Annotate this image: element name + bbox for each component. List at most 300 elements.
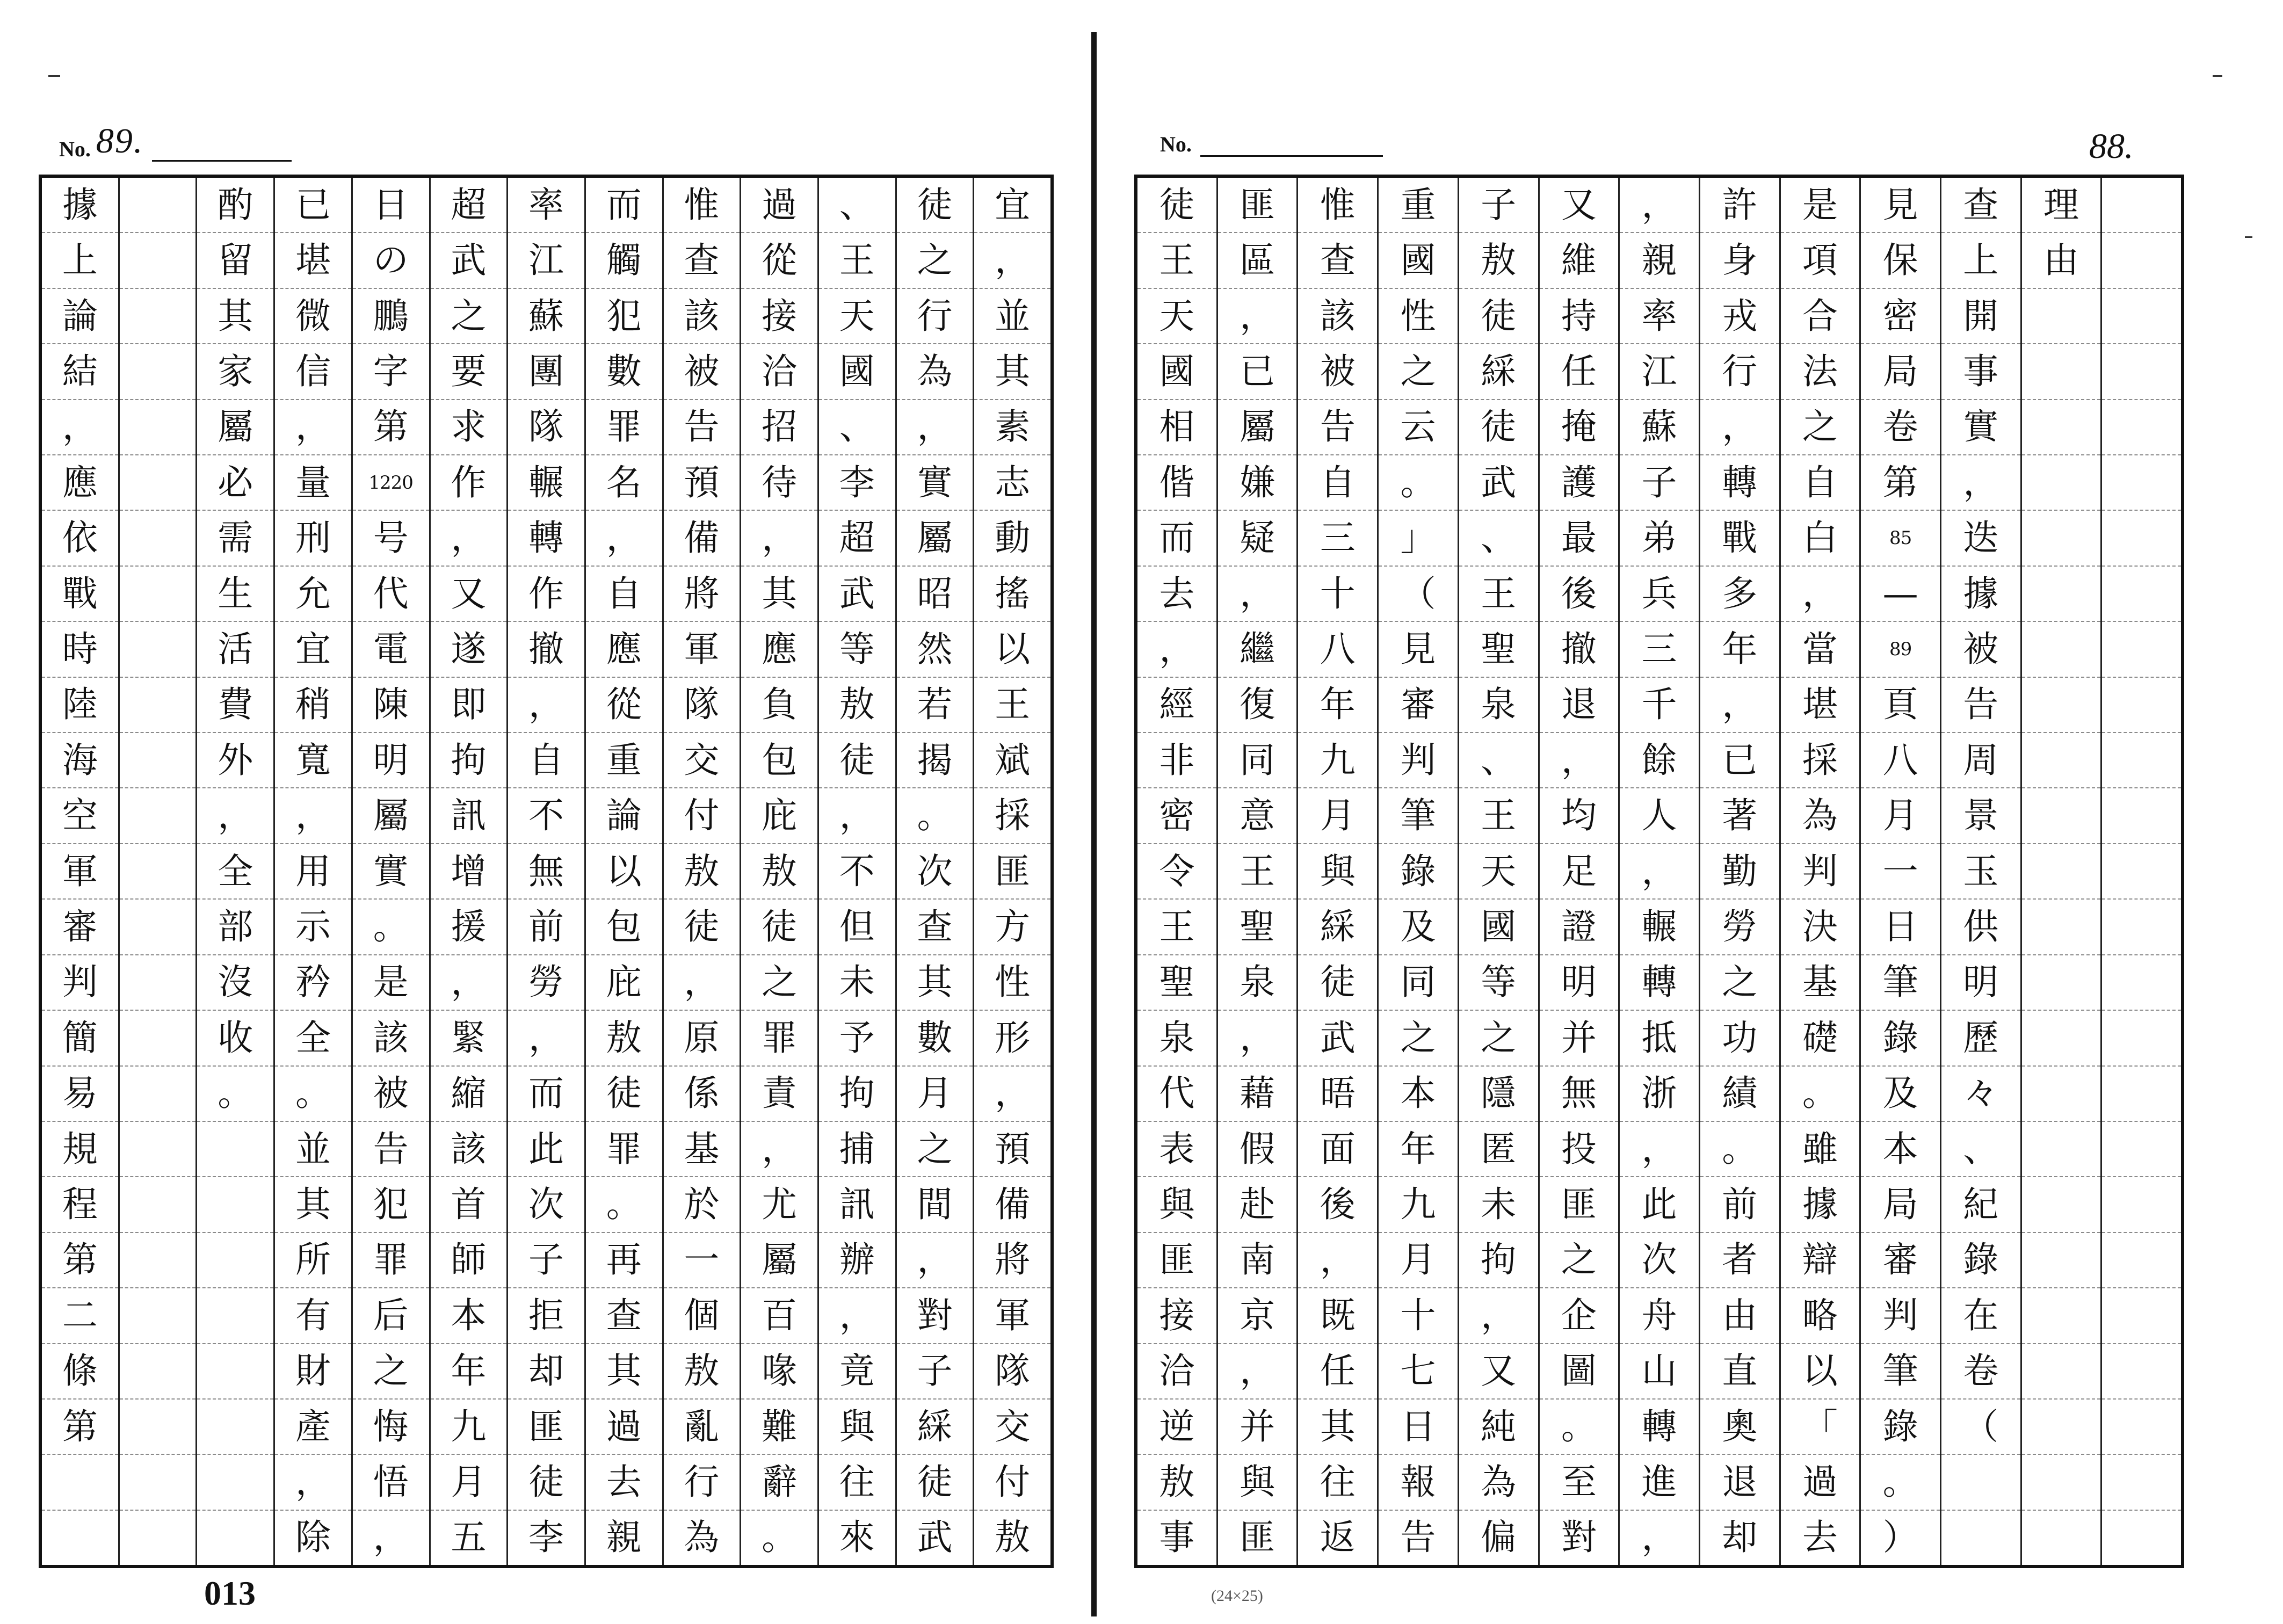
left-page-cell — [120, 900, 196, 955]
left-page-cell: 明 — [353, 733, 429, 788]
right-page-cell: 嫌 — [1218, 455, 1297, 511]
left-page-cell: 並 — [275, 1122, 351, 1177]
right-page-cell: 月 — [1298, 788, 1377, 844]
right-page-cell: 匿 — [1459, 1122, 1538, 1177]
left-page-cell: 依 — [42, 511, 118, 566]
right-page-cell: 敖 — [1459, 233, 1538, 288]
right-page-cell: 撤 — [1540, 622, 1619, 677]
left-page-cell: 要 — [431, 344, 507, 400]
right-page-cell: 白 — [1781, 511, 1860, 566]
left-page-cell: 第 — [42, 1233, 118, 1288]
left-page-cell — [120, 1122, 196, 1177]
left-page-cell — [120, 1455, 196, 1510]
right-page-cell: 辯 — [1781, 1233, 1860, 1288]
right-page-cell: 又 — [1459, 1344, 1538, 1400]
right-page-cell: 王 — [1137, 900, 1216, 955]
left-page-cell: 預 — [974, 1122, 1050, 1177]
right-page-cell: 聖 — [1218, 900, 1297, 955]
left-page-cell: 被 — [664, 344, 740, 400]
right-page-cell: 審 — [1379, 678, 1458, 733]
right-page-cell: ， — [1620, 844, 1699, 900]
right-page-cell: 許 — [1700, 178, 1779, 233]
right-page-cell: 。 — [1540, 1400, 1619, 1455]
right-page-cell: 錄 — [1379, 844, 1458, 900]
right-page-cell: 南 — [1218, 1233, 1297, 1288]
left-page-cell — [120, 1177, 196, 1233]
left-page-cell: 拘 — [819, 1067, 895, 1122]
left-page-cell — [120, 955, 196, 1011]
right-page-cell: 弟 — [1620, 511, 1699, 566]
left-page-cell: 該 — [353, 1011, 429, 1066]
right-page-cell: 泉 — [1218, 955, 1297, 1011]
right-page-cell: 京 — [1218, 1288, 1297, 1344]
right-page-cell — [2022, 1177, 2101, 1233]
right-page-cell: 告 — [1298, 400, 1377, 455]
left-page-cell: 遂 — [431, 622, 507, 677]
right-page-cell: 投 — [1540, 1122, 1619, 1177]
left-page-cell: 數 — [897, 1011, 973, 1066]
right-page-cell: 年 — [1700, 622, 1779, 677]
left-page-cell: 作 — [508, 567, 584, 622]
right-page-cell: 繼 — [1218, 622, 1297, 677]
left-page-cell: 蘇 — [508, 289, 584, 344]
right-page-cell: 及 — [1379, 900, 1458, 955]
right-page-cell: 局 — [1861, 344, 1940, 400]
right-page-column — [1859, 178, 1940, 1565]
right-page-cell: 八 — [1298, 622, 1377, 677]
left-page-cell: 隊 — [508, 400, 584, 455]
left-page-cell: 海 — [42, 733, 118, 788]
left-page-cell: 對 — [897, 1288, 973, 1344]
left-page-cell: 此 — [508, 1122, 584, 1177]
left-page-cell: 示 — [275, 900, 351, 955]
left-page-no-value: 89. — [96, 121, 144, 161]
right-page-cell — [2102, 1400, 2181, 1455]
left-page-cell: 其 — [197, 289, 273, 344]
left-page-cell: 酌 — [197, 178, 273, 233]
left-page-cell: 超 — [431, 178, 507, 233]
left-page-cell: 過 — [586, 1400, 662, 1455]
left-page-cell: 援 — [431, 900, 507, 955]
right-page-cell — [2022, 733, 2101, 788]
right-page-cell: 紀 — [1941, 1177, 2020, 1233]
right-page-cell: 護 — [1540, 455, 1619, 511]
left-page-cell: 屬 — [897, 511, 973, 566]
left-page-no-label: No. — [59, 137, 91, 161]
left-page-cell: 然 — [897, 622, 973, 677]
left-page-cell: 昭 — [897, 567, 973, 622]
left-page-cell: 月 — [897, 1067, 973, 1122]
left-page-cell: 審 — [42, 900, 118, 955]
right-page-cell: 三 — [1298, 511, 1377, 566]
right-page-cell: 泉 — [1137, 1011, 1216, 1066]
left-page-cell: 實 — [897, 455, 973, 511]
right-page-cell — [2022, 1233, 2101, 1288]
left-page-cell: 矜 — [275, 955, 351, 1011]
right-page-cell: 徒 — [1459, 400, 1538, 455]
left-page-cell: 子 — [897, 1344, 973, 1400]
left-page-cell: 留 — [197, 233, 273, 288]
right-page-cell: 年 — [1298, 678, 1377, 733]
left-page-cell — [120, 289, 196, 344]
right-page-cell — [2102, 955, 2181, 1011]
left-page-cell: 一 — [664, 1233, 740, 1288]
right-page-cell: 代 — [1137, 1067, 1216, 1122]
left-page-cell: 產 — [275, 1400, 351, 1455]
right-page-cell: ， — [1781, 567, 1860, 622]
left-page-cell — [120, 455, 196, 511]
right-page-cell — [2102, 233, 2181, 288]
right-page-cell: 、 — [1459, 733, 1538, 788]
left-page-cell: ， — [431, 955, 507, 1011]
left-page-cell — [197, 1344, 273, 1400]
left-page-cell: 天 — [819, 289, 895, 344]
right-page-cell: 維 — [1540, 233, 1619, 288]
left-page-cell: 電 — [353, 622, 429, 677]
right-page-cell: 并 — [1540, 1011, 1619, 1066]
right-page-cell: 江 — [1620, 344, 1699, 400]
right-page-cell: 隱 — [1459, 1067, 1538, 1122]
left-page-cell: ， — [741, 511, 817, 566]
right-page-cell: 法 — [1781, 344, 1860, 400]
left-page-cell: 第 — [353, 400, 429, 455]
right-page-cell: 行 — [1700, 344, 1779, 400]
left-page-cell: 允 — [275, 567, 351, 622]
right-page-cell: 經 — [1137, 678, 1216, 733]
left-page-cell: 性 — [974, 955, 1050, 1011]
right-page-cell: 自 — [1298, 455, 1377, 511]
right-page-cell: 轉 — [1620, 955, 1699, 1011]
left-page-cell: 不 — [819, 844, 895, 900]
left-page-cell — [120, 1344, 196, 1400]
left-page-cell: 採 — [974, 788, 1050, 844]
right-page-cell — [2022, 1400, 2101, 1455]
right-page-cell: 第 — [1861, 455, 1940, 511]
left-page-cell: 待 — [741, 455, 817, 511]
left-page-cell: 間 — [897, 1177, 973, 1233]
left-page-cell: 判 — [42, 955, 118, 1011]
right-page-cell: 復 — [1218, 678, 1297, 733]
right-page-cell — [2102, 1122, 2181, 1177]
left-page-cell: 名 — [586, 455, 662, 511]
left-page-cell: ， — [431, 511, 507, 566]
right-page-cell: 基 — [1781, 955, 1860, 1011]
left-page-cell: 本 — [431, 1288, 507, 1344]
right-page-cell: 性 — [1379, 289, 1458, 344]
left-page-cell: 洽 — [741, 344, 817, 400]
right-page-cell: 。 — [1700, 1122, 1779, 1177]
right-page-cell: 同 — [1218, 733, 1297, 788]
right-page-cell: 九 — [1379, 1177, 1458, 1233]
right-page-cell: 徒 — [1298, 955, 1377, 1011]
right-page-cell: 明 — [1941, 955, 2020, 1011]
left-page-cell: 稍 — [275, 678, 351, 733]
left-page-cell: 犯 — [353, 1177, 429, 1233]
right-page-cell: 七 — [1379, 1344, 1458, 1400]
left-page-cell: 應 — [586, 622, 662, 677]
right-page-cell: 國 — [1379, 233, 1458, 288]
right-page-cell — [2102, 178, 2181, 233]
left-page-cell: 敖 — [741, 844, 817, 900]
left-page-cell: 李 — [528, 1517, 564, 1558]
right-page-cell: 面 — [1298, 1122, 1377, 1177]
left-page-cell: 。 — [897, 788, 973, 844]
left-page-cell: 罪 — [741, 1011, 817, 1066]
left-page-cell: 戰 — [42, 567, 118, 622]
right-page-cell: 判 — [1861, 1288, 1940, 1344]
scan-speck — [2213, 75, 2222, 77]
left-page-cell: 屬 — [741, 1233, 817, 1288]
right-page-cell: 、 — [1459, 511, 1538, 566]
right-page-cell: 由 — [1700, 1288, 1779, 1344]
right-page-cell: 之 — [1540, 1233, 1619, 1288]
right-page-cell: 功 — [1700, 1011, 1779, 1066]
left-page-cell: 交 — [974, 1400, 1050, 1455]
right-page-cell: 前 — [1700, 1177, 1779, 1233]
right-page-cell: 圖 — [1540, 1344, 1619, 1400]
left-page-cell: 犯 — [586, 289, 662, 344]
left-page-cell: 全 — [275, 1011, 351, 1066]
right-page-cell: 退 — [1540, 678, 1619, 733]
right-page-cell: 85 — [1861, 511, 1940, 566]
right-page-cell: 卷 — [1861, 400, 1940, 455]
right-page-cell: 却 — [1722, 1517, 1758, 1558]
left-page-cell: 拒 — [508, 1288, 584, 1344]
left-page-cell: 程 — [42, 1177, 118, 1233]
right-page-cell: 泉 — [1459, 678, 1538, 733]
right-page-column — [1618, 178, 1699, 1565]
right-page-cell: 王 — [1137, 233, 1216, 288]
right-page-cell: 筆 — [1861, 955, 1940, 1011]
right-page-cell: 任 — [1540, 344, 1619, 400]
left-page-cell: ， — [741, 1122, 817, 1177]
right-page-cell: 任 — [1298, 1344, 1377, 1400]
left-page-cell: 軍 — [42, 844, 118, 900]
left-page-cell: 堪 — [275, 233, 351, 288]
right-page-cell: 餘 — [1620, 733, 1699, 788]
right-page-cell: 以 — [1781, 1344, 1860, 1400]
left-page-cell: 去 — [586, 1455, 662, 1510]
left-page-cell: 方 — [974, 900, 1050, 955]
left-page-cell: 却 — [508, 1344, 584, 1400]
left-page-cell: 據 — [42, 178, 118, 233]
right-page-cell: 掩 — [1540, 400, 1619, 455]
left-page-cell — [120, 178, 196, 233]
right-page-cell — [2102, 1177, 2181, 1233]
right-page-cell: 開 — [1941, 289, 2020, 344]
left-page-cell: 徒 — [508, 1455, 584, 1510]
right-page-cell — [2022, 1511, 2101, 1565]
right-page-cell: 卷 — [1941, 1344, 2020, 1400]
right-page-cell: 偕 — [1137, 455, 1216, 511]
left-page-cell: 武 — [431, 233, 507, 288]
left-page-cell: 其 — [897, 955, 973, 1011]
document-number: 013 — [204, 1574, 256, 1612]
right-page-cell: 人 — [1620, 788, 1699, 844]
right-page-cell — [2102, 400, 2181, 455]
right-page-cell: 次 — [1620, 1233, 1699, 1288]
left-page-cell: 再 — [586, 1233, 662, 1288]
right-page-cell: ， — [1620, 1122, 1699, 1177]
left-page-cell: 二 — [42, 1288, 118, 1344]
right-page-cell: 審 — [1861, 1233, 1940, 1288]
right-page-cell: 錄 — [1861, 1400, 1940, 1455]
left-page-cell: ， — [275, 788, 351, 844]
left-page-cell: 付 — [974, 1455, 1050, 1510]
right-page-cell — [1941, 1455, 2020, 1510]
left-page-cell: 軍 — [664, 622, 740, 677]
left-page-cell: 亂 — [664, 1400, 740, 1455]
left-page-cell: 將 — [974, 1233, 1050, 1288]
right-page-cell: 綵 — [1298, 900, 1377, 955]
left-page-cell — [120, 788, 196, 844]
right-page-cell: ， — [1137, 622, 1216, 677]
left-page-cell: 年 — [431, 1344, 507, 1400]
left-page-cell: 作 — [431, 455, 507, 511]
left-page-cell: 與 — [819, 1400, 895, 1455]
left-page-cell: 代 — [353, 567, 429, 622]
left-page-cell: 需 — [197, 511, 273, 566]
right-page-cell: 本 — [1861, 1122, 1940, 1177]
left-page-cell: 之 — [741, 955, 817, 1011]
right-page-cell: 令 — [1137, 844, 1216, 900]
left-page-column — [973, 178, 1050, 1565]
right-page-column — [2020, 178, 2101, 1565]
binding-line — [1091, 32, 1097, 1616]
manuscript-paper-size-note: (24×25) — [1211, 1587, 1263, 1605]
left-page-cell: 基 — [664, 1122, 740, 1177]
right-page-cell: 被 — [1941, 622, 2020, 677]
left-page-cell: 備 — [974, 1177, 1050, 1233]
left-page-cell: 敖 — [995, 1517, 1031, 1558]
right-page-cell — [2022, 289, 2101, 344]
left-page-cell: 徒 — [897, 178, 973, 233]
left-page-cell: 陸 — [42, 678, 118, 733]
left-page-cell: 責 — [741, 1067, 817, 1122]
right-page-column — [1216, 178, 1297, 1565]
left-page-cell: 該 — [431, 1122, 507, 1177]
left-page-cell: 觸 — [586, 233, 662, 288]
right-page-cell: 王 — [1218, 844, 1297, 900]
right-page-cell: 保 — [1861, 233, 1940, 288]
left-page-cell: 。 — [762, 1517, 798, 1558]
left-page-cell: 付 — [664, 788, 740, 844]
right-page-cell: 徒 — [1137, 178, 1216, 233]
right-page-cell: ， — [1459, 1288, 1538, 1344]
left-page-cell: 第 — [42, 1400, 118, 1455]
right-page-cell: 」 — [1379, 511, 1458, 566]
right-page-cell: 月 — [1861, 788, 1940, 844]
right-page-cell: 著 — [1700, 788, 1779, 844]
left-page-cell: 行 — [664, 1455, 740, 1510]
left-page-cell: 辦 — [819, 1233, 895, 1288]
right-page-cell: 對 — [1561, 1517, 1597, 1558]
left-page-cell — [120, 567, 196, 622]
right-page-cell: 奧 — [1700, 1400, 1779, 1455]
left-page-cell: 過 — [741, 178, 817, 233]
left-page-cell: 竟 — [819, 1344, 895, 1400]
right-page-cell: 項 — [1781, 233, 1860, 288]
right-page-cell: 在 — [1941, 1288, 2020, 1344]
left-page-cell — [120, 400, 196, 455]
left-page-cell: 收 — [197, 1011, 273, 1066]
right-page-cell: 徒 — [1459, 289, 1538, 344]
right-page-cell: 者 — [1700, 1233, 1779, 1288]
left-page-cell: 其 — [741, 567, 817, 622]
left-page-cell: 惟 — [664, 178, 740, 233]
right-page-cell: 查 — [1941, 178, 2020, 233]
right-page-column — [1699, 178, 1779, 1565]
left-page-cell: 重 — [586, 733, 662, 788]
right-page-cell: 錄 — [1941, 1233, 2020, 1288]
left-page-column — [584, 178, 662, 1565]
left-page-cell: 率 — [508, 178, 584, 233]
left-page-cell: 隊 — [974, 1344, 1050, 1400]
left-page-cell: 屬 — [197, 400, 273, 455]
right-page-cell: 之 — [1379, 1011, 1458, 1066]
left-page-cell: 論 — [42, 289, 118, 344]
right-page-folio: 88. — [2089, 127, 2134, 166]
left-page-cell: 查 — [586, 1288, 662, 1344]
left-page-cell: 宜 — [974, 178, 1050, 233]
left-page-cell: 撤 — [508, 622, 584, 677]
left-page-cell: ， — [275, 1455, 351, 1510]
right-page-cell: ， — [1298, 1233, 1377, 1288]
right-page-cell — [2022, 955, 2101, 1011]
right-page-cell: 及 — [1861, 1067, 1940, 1122]
right-page-cell: 明 — [1540, 955, 1619, 1011]
left-page-cell: 字 — [353, 344, 429, 400]
left-page-cell: 國 — [819, 344, 895, 400]
right-page-cell: 直 — [1700, 1344, 1779, 1400]
left-page-cell — [120, 1400, 196, 1455]
right-page-cell: 密 — [1137, 788, 1216, 844]
left-page-cell: 。 — [197, 1067, 273, 1122]
right-page-cell: ， — [1218, 1344, 1297, 1400]
left-page-cell — [197, 1233, 273, 1288]
right-page-cell: 績 — [1700, 1067, 1779, 1122]
right-page-cell — [2102, 900, 2181, 955]
left-page-cell: ， — [373, 1517, 409, 1558]
left-page-cell: 次 — [897, 844, 973, 900]
right-page-cell — [2022, 400, 2101, 455]
right-page-cell: 聖 — [1137, 955, 1216, 1011]
left-page-cell: 結 — [42, 344, 118, 400]
right-page-cell — [2102, 1344, 2181, 1400]
right-page-cell: 轉 — [1700, 455, 1779, 511]
right-page-cell: 日 — [1379, 1400, 1458, 1455]
left-page-cell: ， — [664, 955, 740, 1011]
right-page-cell: 無 — [1540, 1067, 1619, 1122]
left-page-cell: 告 — [353, 1122, 429, 1177]
left-page-cell — [120, 678, 196, 733]
left-page-cell: 除 — [295, 1517, 331, 1558]
left-page-cell: 綵 — [897, 1400, 973, 1455]
left-page-cell: 沒 — [197, 955, 273, 1011]
right-page-cell: 戰 — [1700, 511, 1779, 566]
left-page-cell: 緊 — [431, 1011, 507, 1066]
right-page-cell: 輾 — [1620, 900, 1699, 955]
right-page-cell: 山 — [1620, 1344, 1699, 1400]
right-page-cell: 報 — [1379, 1455, 1458, 1510]
left-page-cell: 簡 — [42, 1011, 118, 1066]
right-page-cell: 證 — [1540, 900, 1619, 955]
right-page-cell: 身 — [1700, 233, 1779, 288]
right-page-cell: 月 — [1379, 1233, 1458, 1288]
left-page-column — [42, 178, 118, 1565]
right-page-cell: 自 — [1781, 455, 1860, 511]
right-page-cell: 。 — [1861, 1455, 1940, 1510]
